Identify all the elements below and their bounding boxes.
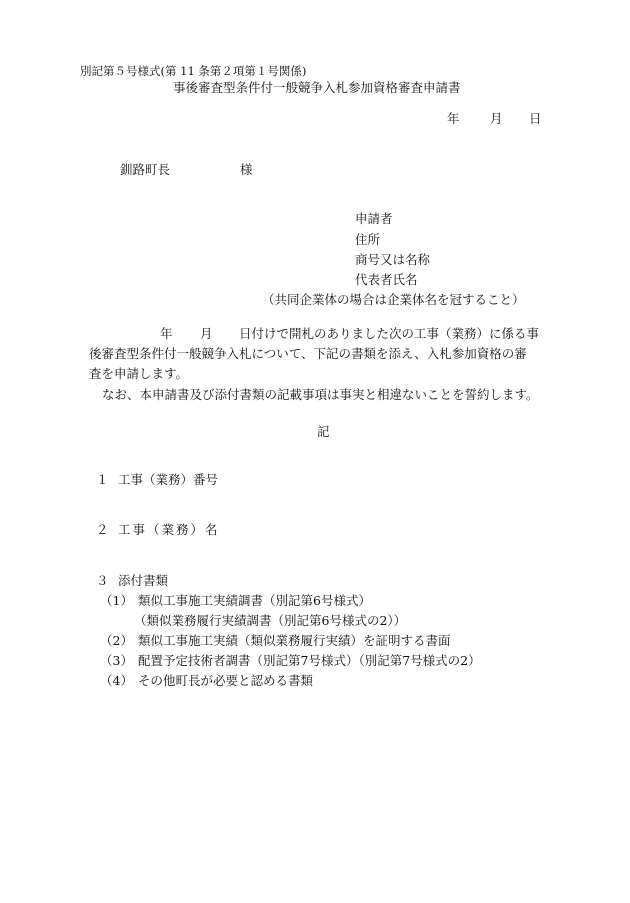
- attachment-1-text: 類似工事施工実績調書（別記第6号様式）: [138, 593, 371, 608]
- body-month: 月: [200, 326, 213, 341]
- body-line-4: なお、本申請書及び添付書類の記載事項は事実と相違ないことを誓約します。: [102, 387, 539, 402]
- applicant-address-label: 住所: [355, 232, 381, 247]
- applicant-company-label: 商号又は名称: [355, 252, 431, 267]
- item-1-number: １: [96, 472, 109, 487]
- attachment-3-number: （3）: [100, 653, 133, 668]
- ki-heading: 記: [317, 424, 330, 439]
- body-line-1: 日付けで開札のありました次の工事（業務）に係る事: [239, 326, 540, 341]
- document-title: 事後審査型条件付一般競争入札参加資格審査申請書: [173, 80, 461, 95]
- attachment-1-alt-text: （類似業務履行実績調書（別記第6号様式の2））: [134, 613, 407, 628]
- attachment-3-text: 配置予定技術者調書（別記第7号様式）（別記第7号様式の2）: [138, 653, 481, 668]
- attachment-4-number: （4）: [100, 673, 133, 688]
- body-year: 年: [160, 326, 173, 341]
- attachment-4-text: その他町長が必要と認める書類: [138, 673, 314, 688]
- date-day: 日: [529, 111, 542, 126]
- item-3-number: ３: [96, 573, 109, 588]
- applicant-representative-label: 代表者氏名: [355, 272, 418, 287]
- form-number: 別記第５号様式(第 11 条第２項第１号関係): [80, 64, 307, 78]
- attachment-2-number: （2）: [100, 633, 133, 648]
- body-line-3: 査を申請します。: [89, 366, 189, 381]
- item-1-label: 工事（業務）番号: [118, 472, 219, 487]
- addressee-honorific: 様: [240, 162, 253, 177]
- joint-venture-note: （共同企業体の場合は企業体名を冠すること）: [262, 292, 525, 307]
- item-2-number: ２: [96, 522, 111, 537]
- applicant-label: 申請者: [355, 211, 393, 226]
- body-line-2: 後審査型条件付一般競争入札について、下記の書類を添え、入札参加資格の審: [89, 346, 527, 361]
- attachment-2-text: 類似工事施工実績（類似業務履行実績）を証明する書面: [138, 633, 451, 648]
- item-3-label: 添付書類: [118, 573, 169, 588]
- date-year: 年: [447, 111, 460, 126]
- addressee-name: 釧路町長: [120, 162, 171, 177]
- date-month: 月: [490, 111, 503, 126]
- attachment-1-number: （1）: [100, 593, 133, 608]
- item-2-label: 工事（業務）名: [118, 522, 220, 537]
